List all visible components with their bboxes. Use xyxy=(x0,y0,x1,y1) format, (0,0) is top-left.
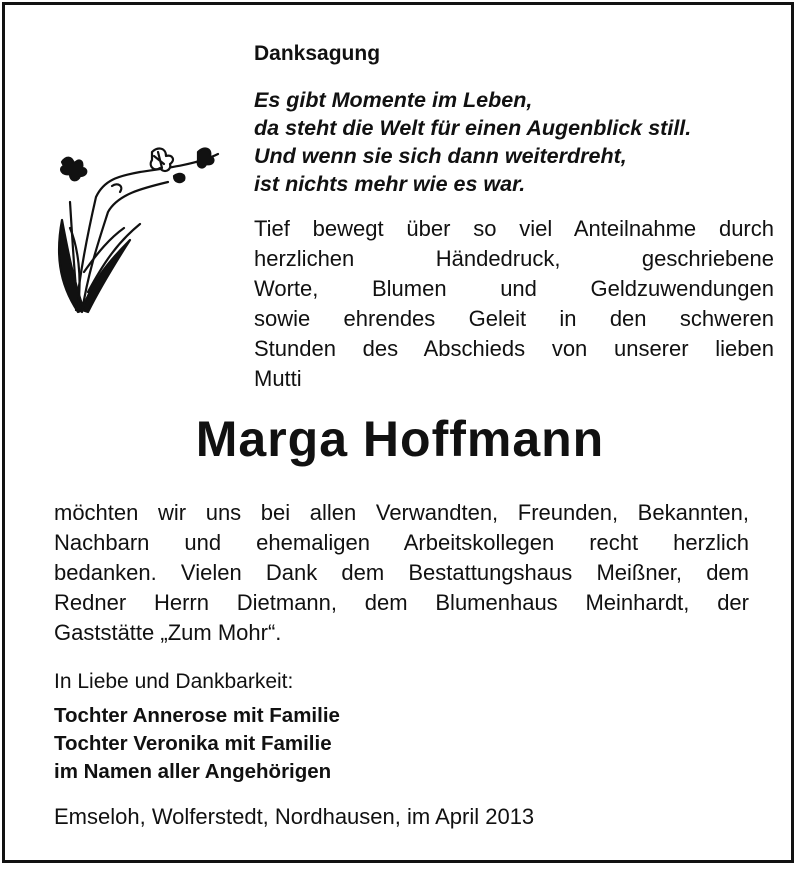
quote-line: Und wenn sie sich dann weiterdreht, xyxy=(254,144,627,168)
quote-block xyxy=(254,86,774,198)
deceased-name: Marga Hoffmann xyxy=(195,411,605,467)
body-line: Redner Herrn Dietmann, dem Blumenhaus Meinhardt, der xyxy=(54,590,749,615)
signer: Tochter Veronika mit Familie xyxy=(54,732,332,755)
body-line: Gaststätte „Zum Mohr“. xyxy=(54,620,282,645)
intro-line: Worte, Blumen und Geldzuwendungen xyxy=(254,276,774,301)
quote-line: da steht die Welt für einen Augenblick still. xyxy=(254,116,692,140)
quote-line: ist nichts mehr wie es war. xyxy=(254,172,526,196)
iris-flower-icon xyxy=(48,142,228,322)
heading-title: Danksagung xyxy=(254,42,381,65)
intro-line: Stunden des Abschieds von unserer lieben xyxy=(254,336,774,361)
quote-line: Es gibt Momente im Leben, xyxy=(254,88,533,112)
signer: im Namen aller Angehörigen xyxy=(54,760,332,783)
signer: Tochter Annerose mit Familie xyxy=(54,704,340,727)
greeting-text: In Liebe und Dankbarkeit: xyxy=(54,670,294,693)
body-line: möchten wir uns bei allen Verwandten, Freunden, Bekannten, xyxy=(54,500,749,525)
signers-list xyxy=(54,702,340,786)
body-line: bedanken. Vielen Dank dem Bestattungshaus Meißner, dem xyxy=(54,560,749,585)
intro-line: sowie ehrendes Geleit in den schweren xyxy=(254,306,774,331)
intro-line: Mutti xyxy=(254,366,302,391)
place-date: Emseloh, Wolferstedt, Nordhausen, im April 2013 xyxy=(54,804,535,829)
thanks-paragraph xyxy=(54,498,749,648)
body-line: Nachbarn und ehemaligen Arbeitskollegen recht herzlich xyxy=(54,530,749,555)
intro-line: herzlichen Händedruck, geschriebene xyxy=(254,246,774,271)
intro-paragraph xyxy=(254,214,774,394)
intro-line: Tief bewegt über so viel Anteilnahme durch xyxy=(254,216,774,241)
